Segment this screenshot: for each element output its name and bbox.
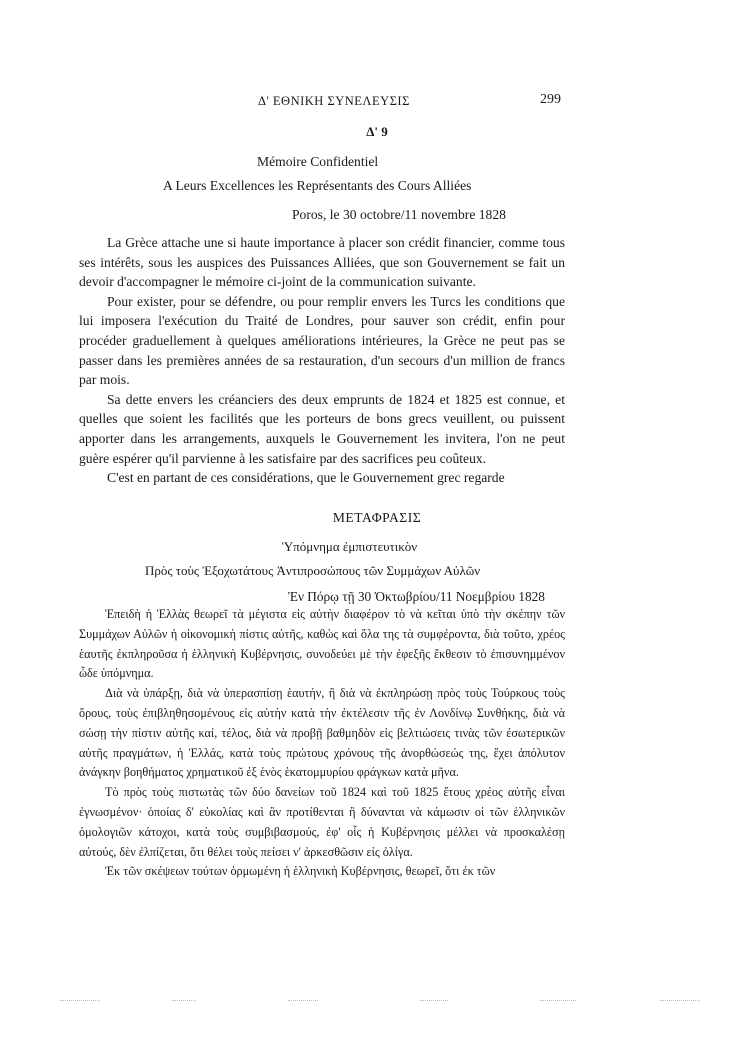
scan-mark	[172, 1000, 196, 1002]
translation-heading: ΜΕΤΑΦΡΑΣΙΣ	[332, 510, 422, 525]
scan-mark	[288, 1000, 318, 1002]
scan-mark	[660, 1000, 700, 1002]
greek-paragraph: Ἐπειδὴ ἡ Ἑλλὰς θεωρεῖ τὰ μέγιστα εἰς αὐτὴν διαφέρον τὸ νὰ κεῖται ὑπὸ τὴν σκέπην τῶν Συμμάχων Αὐλῶν ἡ οἰκονομικὴ πίστις αὐτῆς, καθὼς καὶ ὅλα της τὰ συμφέροντα, διὰ τοῦτο, χρέος ἑαυτῆς ἐκπληροῦσα ἡ ἑλληνικὴ Κυβέρνησις, συνοδεύει μὲ τὴν ἐφεξῆς ἔκθεσιν τὸ ἐπισυνημμένον ὧδε ὑπόμνημα.	[79, 607, 565, 681]
greek-dateline: Ἐν Πόρῳ τῇ 30 Ὀκτωβρίου/11 Νοεμβρίου 1828	[288, 589, 545, 604]
scan-artifacts	[60, 1000, 720, 1004]
scan-mark	[60, 1000, 100, 1002]
french-paragraph: La Grèce attache une si haute importance à placer son crédit financier, comme tous ses intérêts, sous les auspices des Puissances Alliées, que son Gouvernement se fait un devoir d'accompagner le mémoire ci-joint de la communication suivante.	[79, 235, 565, 290]
scan-mark	[540, 1000, 576, 1002]
greek-addressee: Πρὸς τοὺς Ἐξοχωτάτους Ἀντιπροσώπους τῶν Συμμάχων Αὐλῶν	[145, 563, 481, 578]
greek-paragraph: Διὰ νὰ ὑπάρξῃ, διὰ νὰ ὑπερασπίσῃ ἑαυτήν, ἢ διὰ νὰ ἐκπληρώσῃ πρὸς τοὺς Τούρκους τοὺς ὅρους, τοὺς ἐπιβληθησομένους εἰς αὐτὴν κατὰ τὴν ἐκτέλεσιν τῆς ἐν Λονδίνῳ Συνθήκης, διὰ νὰ σώσῃ τὴν πίστιν αὐτῆς καί, τέλος, διὰ νὰ προβῇ βαθμηδὸν εἰς βελτιώσεις τινὰς τῶν ἐσωτερικῶν αὐτῆς πραγμάτων, ἡ Ἑλλάς, κατὰ τοὺς πρώτους χρόνους τῆς ἀνορθώσεώς της, ἔχει ἀπόλυτον ἀνάγκην βοηθήματος χρηματικοῦ ἐξ ἑνὸς ἑκατομμυρίου φράγκων κατὰ μῆνα.	[79, 686, 565, 780]
document-number: Δ' 9	[366, 124, 388, 139]
french-paragraph: Sa dette envers les créanciers des deux emprunts de 1824 et 1825 est connue, et quelles que soient les facilités que les porteurs de bons grecs veuillent, ou puissent apporter dans les arrangements, auxquels le Gouvernement les invitera, l'on ne peut guère espérer qu'il parvienne à les satisfaire par des sacrifices peu coûteux.	[79, 391, 565, 466]
running-head: Δ' ΕΘΝΙΚΗ ΣΥΝΕΛΕΥΣΙΣ	[258, 94, 410, 108]
scan-mark	[420, 1000, 448, 1002]
french-title: Mémoire Confidentiel	[257, 154, 379, 169]
french-paragraph: Pour exister, pour se défendre, ou pour remplir envers les Turcs les conditions que lui imposera l'exécution du Traité de Londres, pour sauver son crédit, enfin pour procéder graduellement à quelques améliorations intérieures, la Grèce ne peut pas se passer dans les premières années de sa restauration, d'un secours d'un million de francs par mois.	[79, 293, 565, 388]
french-addressee: A Leurs Excellences les Représentants des Cours Alliées	[163, 178, 472, 193]
french-paragraph: C'est en partant de ces considérations, que le Gouvernement grec regarde	[107, 470, 505, 486]
greek-title: Ὑπόμνημα ἐμπιστευτικὸν	[282, 539, 418, 554]
french-dateline: Poros, le 30 octobre/11 novembre 1828	[292, 207, 506, 222]
greek-paragraph: Τὸ πρὸς τοὺς πιστωτὰς τῶν δύο δανείων τοῦ 1824 καὶ τοῦ 1825 ἔτους χρέος αὐτῆς εἶναι ἐγνωσμένον· ὁποίας δ' εὐκολίας καὶ ἂν προτίθενται ἢ δύνανται νὰ κάμωσιν οἱ τῶν ἑλληνικῶν ὁμολογιῶν κάτοχοι, κατὰ τοὺς συμβιβασμούς, ἐφ' οἷς ἡ Κυβέρνησις μέλλει νὰ προσκαλέσῃ αὐτούς, δὲν ἐλπίζεται, ὅτι θέλει τοὺς πείσει ν' ἀρκεσθῶσιν εἰς ὀλίγα.	[79, 785, 565, 859]
greek-paragraph: Ἐκ τῶν σκέψεων τούτων ὁρμωμένη ἡ ἑλληνικὴ Κυβέρνησις, θεωρεῖ, ὅτι ἐκ τῶν	[105, 864, 496, 879]
french-body	[79, 233, 565, 488]
greek-body	[79, 605, 565, 882]
page-number: 299	[540, 92, 561, 107]
